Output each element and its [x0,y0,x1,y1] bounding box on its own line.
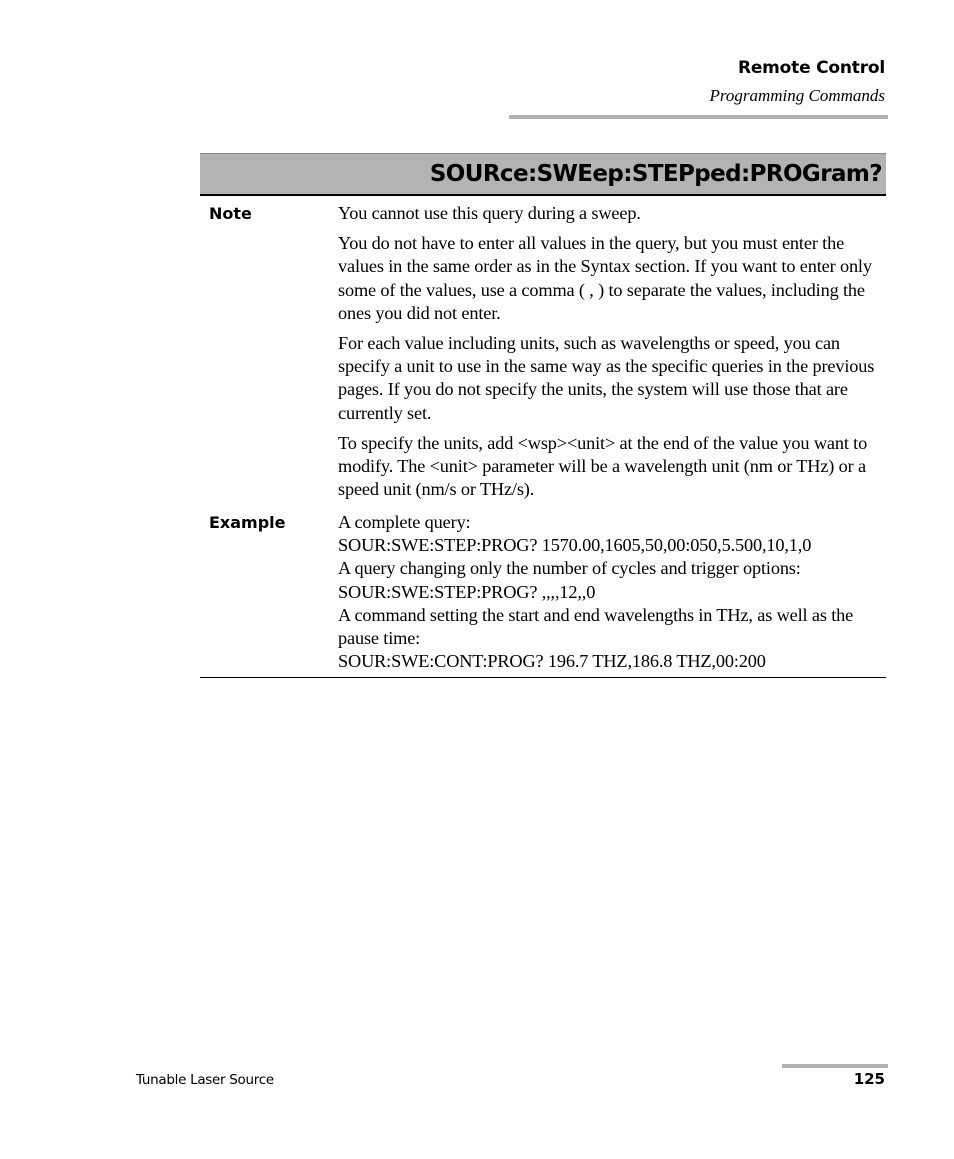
note-paragraph: You do not have to enter all values in the query, but you must enter the values in the same order as in the Syntax section. If you want to enter only some of the values, use a comma ( , ) to separate the values, including the ones you did not enter. [338,233,872,323]
note-paragraph: For each value including units, such as wavelengths or speed, you can specify a unit to use in the same way as the specific queries in the previous pages. If you do not specify the units, the system will use those that are currently set. [338,333,875,423]
table-bottom-rule [200,677,886,678]
chapter-title: Remote Control [737,58,885,78]
page-number: 125 [853,1070,885,1088]
example-body [338,511,886,673]
example-description: A complete query: [338,512,471,532]
note-label: Note [209,204,252,223]
section-title: Programming Commands [709,86,885,105]
note-paragraph: You cannot use this query during a sweep. [338,203,641,223]
running-head [709,57,885,107]
command-title: SOURce:SWEep:STEPped:PROGram? [429,161,882,187]
example-command: SOUR:SWE:CONT:PROG? 196.7 THZ,186.8 THZ,00:200 [338,651,766,672]
example-label: Example [209,513,286,532]
example-command: SOUR:SWE:STEP:PROG? 1570.00,1605,50,00:050,5.500,10,1,0 [338,535,812,556]
footer-rule [782,1064,888,1068]
note-paragraph: To specify the units, add <wsp><unit> at the end of the value you want to modify. The <unit> parameter will be a wavelength unit (nm or THz) or a speed unit (nm/s or THz/s). [338,432,868,500]
footer-product-name: Tunable Laser Source [136,1072,274,1088]
header-rule [509,115,888,119]
example-description: A query changing only the number of cycles and trigger options: [338,558,801,579]
example-description: A command setting the start and end wavelengths in THz, as well as the pause time: [338,604,854,649]
example-command: SOUR:SWE:STEP:PROG? ,,,,12,,0 [338,581,596,602]
command-header-band [200,153,886,196]
note-body [338,202,886,508]
